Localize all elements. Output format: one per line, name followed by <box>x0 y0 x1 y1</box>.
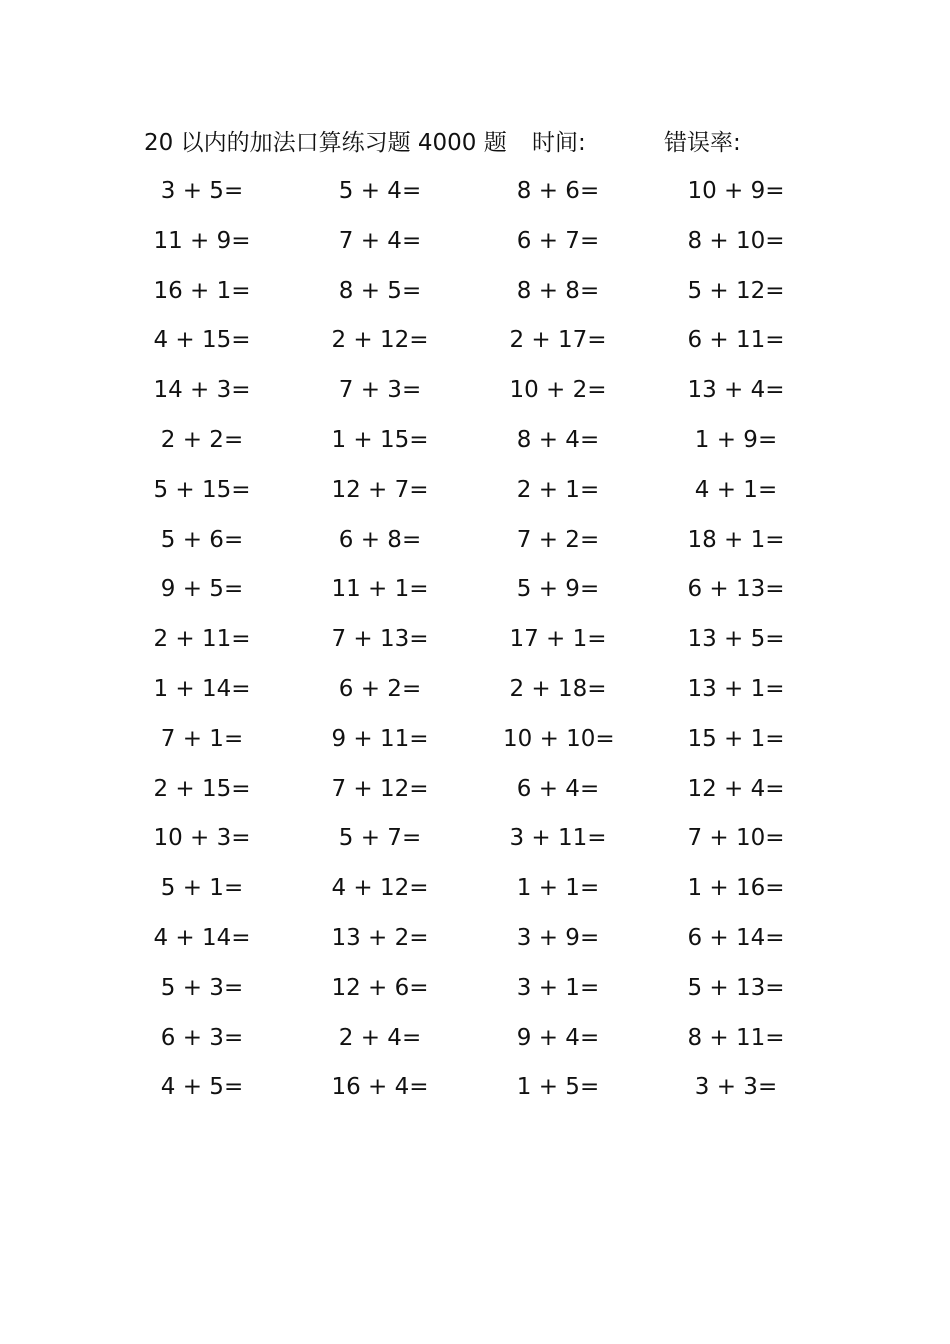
math-problem: 7 + 12= <box>331 775 429 802</box>
math-problem: 7 + 13= <box>331 626 429 653</box>
math-problem: 13 + 5= <box>687 626 785 653</box>
problem-row <box>0 221 950 271</box>
problem-row <box>0 420 950 470</box>
math-problem: 1 + 5= <box>516 1074 600 1101</box>
math-problem: 13 + 4= <box>687 377 785 404</box>
math-problem: 7 + 2= <box>516 526 600 553</box>
problem-row <box>0 818 950 868</box>
math-problem: 1 + 9= <box>694 426 778 453</box>
math-problem: 3 + 3= <box>694 1074 778 1101</box>
math-problem: 8 + 10= <box>687 227 785 254</box>
math-problem: 6 + 14= <box>687 924 785 951</box>
math-problem: 4 + 14= <box>153 924 251 951</box>
math-problem: 5 + 15= <box>153 476 251 503</box>
math-problem: 15 + 1= <box>687 725 785 752</box>
math-problem: 14 + 3= <box>153 377 251 404</box>
math-problem: 17 + 1= <box>509 626 607 653</box>
math-problem: 6 + 4= <box>516 775 600 802</box>
math-problem: 5 + 1= <box>160 875 244 902</box>
math-problem: 1 + 14= <box>153 675 251 702</box>
problem-row <box>0 271 950 321</box>
math-problem: 2 + 17= <box>509 327 607 354</box>
math-problem: 6 + 8= <box>338 526 422 553</box>
problem-row <box>0 868 950 918</box>
problem-row <box>0 669 950 719</box>
math-problem: 9 + 4= <box>516 1024 600 1051</box>
math-problem: 3 + 9= <box>516 924 600 951</box>
math-problem: 9 + 5= <box>160 576 244 603</box>
math-problem: 2 + 18= <box>509 675 607 702</box>
math-problem: 8 + 6= <box>516 178 600 204</box>
math-problem: 16 + 4= <box>331 1074 429 1101</box>
problem-row <box>0 1067 950 1117</box>
math-problem: 5 + 13= <box>687 974 785 1001</box>
math-problem: 7 + 4= <box>338 227 422 254</box>
math-problem: 2 + 11= <box>153 626 251 653</box>
math-problem: 2 + 12= <box>331 327 429 354</box>
problem-row <box>0 719 950 769</box>
math-problem: 5 + 7= <box>338 825 422 852</box>
problem-row <box>0 968 950 1018</box>
math-problem: 10 + 9= <box>687 178 785 204</box>
math-problem: 5 + 3= <box>160 974 244 1001</box>
math-problem: 2 + 1= <box>516 476 600 503</box>
problem-row <box>0 1018 950 1068</box>
math-problem: 1 + 15= <box>331 426 429 453</box>
math-problem: 6 + 13= <box>687 576 785 603</box>
math-problem: 8 + 8= <box>516 277 600 304</box>
math-problem: 4 + 15= <box>153 327 251 354</box>
math-problem: 8 + 4= <box>516 426 600 453</box>
math-problem: 1 + 16= <box>687 875 785 902</box>
math-problem: 12 + 6= <box>331 974 429 1001</box>
problem-row <box>0 769 950 819</box>
math-problem: 2 + 2= <box>160 426 244 453</box>
worksheet-title: 20 以内的加法口算练习题 4000 题 <box>144 130 507 156</box>
math-problem: 4 + 12= <box>331 875 429 902</box>
math-problem: 1 + 1= <box>516 875 600 902</box>
math-problem: 13 + 2= <box>331 924 429 951</box>
math-problem: 9 + 11= <box>331 725 429 752</box>
math-problem: 13 + 1= <box>687 675 785 702</box>
math-problem: 6 + 3= <box>160 1024 244 1051</box>
time-label: 时间: <box>532 130 586 156</box>
math-problem: 3 + 11= <box>509 825 607 852</box>
math-problem: 18 + 1= <box>687 526 785 553</box>
problem-row <box>0 569 950 619</box>
math-problem: 3 + 5= <box>160 178 244 204</box>
math-problem: 10 + 3= <box>153 825 251 852</box>
math-problem: 16 + 1= <box>153 277 251 304</box>
math-problem: 5 + 6= <box>160 526 244 553</box>
problem-row <box>0 520 950 570</box>
worksheet-header <box>0 126 950 160</box>
math-problem: 2 + 15= <box>153 775 251 802</box>
math-problem: 6 + 2= <box>338 675 422 702</box>
problem-row <box>0 320 950 370</box>
math-problem: 5 + 4= <box>338 178 422 204</box>
error-rate-label: 错误率: <box>664 130 741 156</box>
problem-row <box>0 918 950 968</box>
math-problem: 6 + 11= <box>687 327 785 354</box>
math-problem: 3 + 1= <box>516 974 600 1001</box>
math-problem: 8 + 11= <box>687 1024 785 1051</box>
math-problem: 10 + 2= <box>509 377 607 404</box>
math-problem: 11 + 9= <box>153 227 251 254</box>
math-problem: 4 + 5= <box>160 1074 244 1101</box>
math-problem: 11 + 1= <box>331 576 429 603</box>
problem-row <box>0 171 950 221</box>
problem-row <box>0 470 950 520</box>
math-problem: 6 + 7= <box>516 227 600 254</box>
math-problem: 12 + 7= <box>331 476 429 503</box>
math-problem: 5 + 9= <box>516 576 600 603</box>
math-problem: 10 + 10= <box>503 725 615 752</box>
math-problem: 8 + 5= <box>338 277 422 304</box>
problem-row <box>0 619 950 669</box>
math-problem: 7 + 3= <box>338 377 422 404</box>
math-problem: 12 + 4= <box>687 775 785 802</box>
math-problem: 7 + 10= <box>687 825 785 852</box>
problem-row <box>0 370 950 420</box>
math-problem: 5 + 12= <box>687 277 785 304</box>
problem-grid <box>0 171 950 1117</box>
math-problem: 4 + 1= <box>694 476 778 503</box>
math-problem: 2 + 4= <box>338 1024 422 1051</box>
math-problem: 7 + 1= <box>160 725 244 752</box>
